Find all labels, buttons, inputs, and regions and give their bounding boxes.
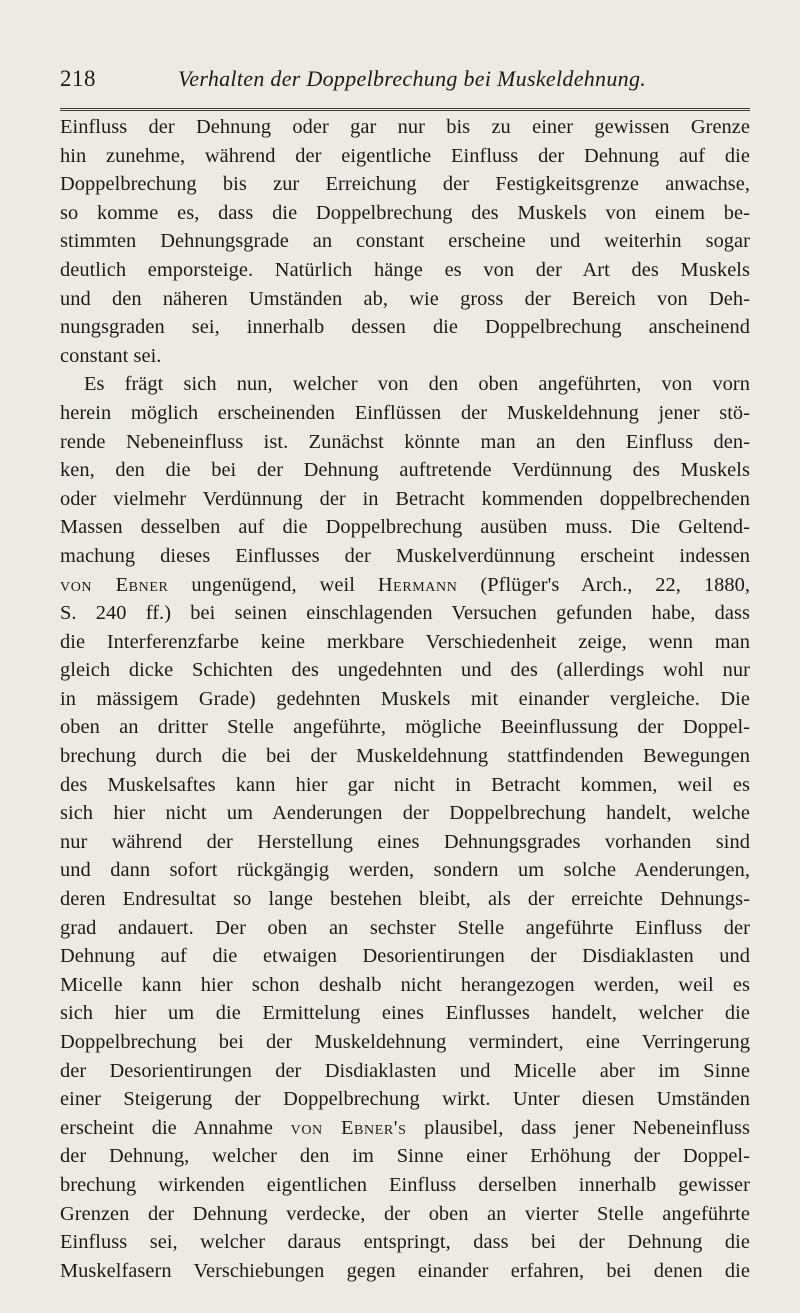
text-line: die Interferenzfarbe keine merkbare Verschiedenheit zeige, wenn man: [60, 630, 750, 653]
text-line: oder vielmehr Verdünnung der in Betracht kommenden doppelbrechenden: [60, 487, 750, 510]
text-line: der Desorientirungen der Disdiaklasten und Micelle aber im Sinne: [60, 1059, 750, 1082]
text-line: nur während der Herstellung eines Dehnungsgrades vorhanden sind: [60, 830, 750, 853]
author-name: Hermann: [377, 573, 458, 596]
author-name: von Ebner's: [290, 1116, 407, 1139]
text-line: nungsgraden sei, innerhalb dessen die Doppelbrechung anscheinend: [60, 316, 750, 339]
text-line: rende Nebeneinfluss ist. Zunächst könnte man an den Einfluss den-: [60, 430, 750, 453]
text-line: brechung wirkenden eigentlichen Einfluss derselben innerhalb gewisser: [60, 1173, 750, 1196]
text-line: herein möglich erscheinenden Einflüssen der Muskeldehnung jener stö-: [60, 401, 750, 424]
text-line: grad andauert. Der oben an sechster Stelle angeführte Einfluss der: [60, 916, 750, 939]
text-line: Grenzen der Dehnung verdecke, der oben an vierter Stelle angeführte: [60, 1202, 750, 1225]
text-line: des Muskelsaftes kann hier gar nicht in Betracht kommen, weil es: [60, 773, 750, 796]
body-text: [60, 113, 750, 1285]
text-line: sich hier nicht um Aenderungen der Doppelbrechung handelt, welche: [60, 802, 750, 825]
text-line: von Ebner ungenügend, weil Hermann (Pflüger's Arch., 22, 1880,: [60, 573, 751, 596]
text-line: Doppelbrechung bis zur Erreichung der Festigkeitsgrenze anwachse,: [60, 173, 750, 196]
text-line: S. 240 ff.) bei seinen einschlagenden Versuchen gefunden habe, dass: [60, 602, 750, 625]
text-line: Micelle kann hier schon deshalb nicht herangezogen werden, weil es: [60, 973, 750, 996]
text-line: und den näheren Umständen ab, wie gross der Bereich von Deh-: [60, 287, 750, 310]
text-line: Doppelbrechung bei der Muskeldehnung vermindert, eine Verringerung: [60, 1031, 750, 1053]
text-line: einer Steigerung der Doppelbrechung wirkt. Unter diesen Umständen: [60, 1088, 750, 1111]
text-line: stimmten Dehnungsgrade an constant erscheine und weiterhin sogar: [60, 230, 750, 253]
text-line: ken, den die bei der Dehnung auftretende Verdünnung des Muskels: [60, 459, 750, 482]
text-line: der Dehnung, welcher den im Sinne einer Erhöhung der Doppel-: [60, 1145, 750, 1168]
page-header: [60, 66, 750, 98]
text-line: in mässigem Grade) gedehnten Muskels mit einander vergleiche. Die: [60, 687, 750, 710]
text-line: hin zunehme, während der eigentliche Einfluss der Dehnung auf die: [60, 144, 750, 167]
text-line: so komme es, dass die Doppelbrechung des Muskels von einem be-: [60, 201, 750, 224]
text-line: machung dieses Einflusses der Muskelverdünnung erscheint indessen: [60, 544, 750, 567]
text-line: brechung durch die bei der Muskeldehnung stattfindenden Bewegungen: [60, 745, 750, 768]
text-line: sich hier um die Ermittelung eines Einflusses handelt, welcher die: [60, 1002, 750, 1025]
text-line: deutlich emporsteige. Natürlich hänge es von der Art des Muskels: [60, 258, 750, 281]
text-line: Einfluss der Dehnung oder gar nur bis zu einer gewissen Grenze: [60, 116, 750, 138]
text-line: und dann sofort rückgängig werden, sondern um solche Aenderungen,: [60, 859, 750, 882]
text-line: oben an dritter Stelle angeführte, mögliche Beeinflussung der Doppel-: [60, 716, 750, 739]
text-line: erscheint die Annahme von Ebner's plausibel, dass jener Nebeneinfluss: [60, 1116, 750, 1139]
page-number: 218: [60, 66, 96, 91]
header-rule: [60, 108, 750, 111]
text-line: Muskelfasern Verschiebungen gegen einander erfahren, bei denen die: [60, 1259, 750, 1282]
text-line: Einfluss sei, welcher daraus entspringt, dass bei der Dehnung die: [60, 1231, 750, 1254]
author-name: von Ebner: [60, 573, 169, 596]
text-line: constant sei.: [60, 344, 162, 367]
text-line: gleich dicke Schichten des ungedehnten und des (allerdings wohl nur: [60, 659, 750, 682]
text-line: Es frägt sich nun, welcher von den oben angeführten, von vorn: [84, 373, 750, 396]
running-title: Verhalten der Doppelbrechung bei Muskeldehnung.: [178, 66, 647, 91]
text-line: Dehnung auf die etwaigen Desorientirungen der Disdiaklasten und: [60, 945, 750, 968]
text-line: Massen desselben auf die Doppelbrechung ausüben muss. Die Geltend-: [60, 516, 750, 539]
text-line: deren Endresultat so lange bestehen bleibt, als der erreichte Dehnungs-: [60, 888, 750, 911]
